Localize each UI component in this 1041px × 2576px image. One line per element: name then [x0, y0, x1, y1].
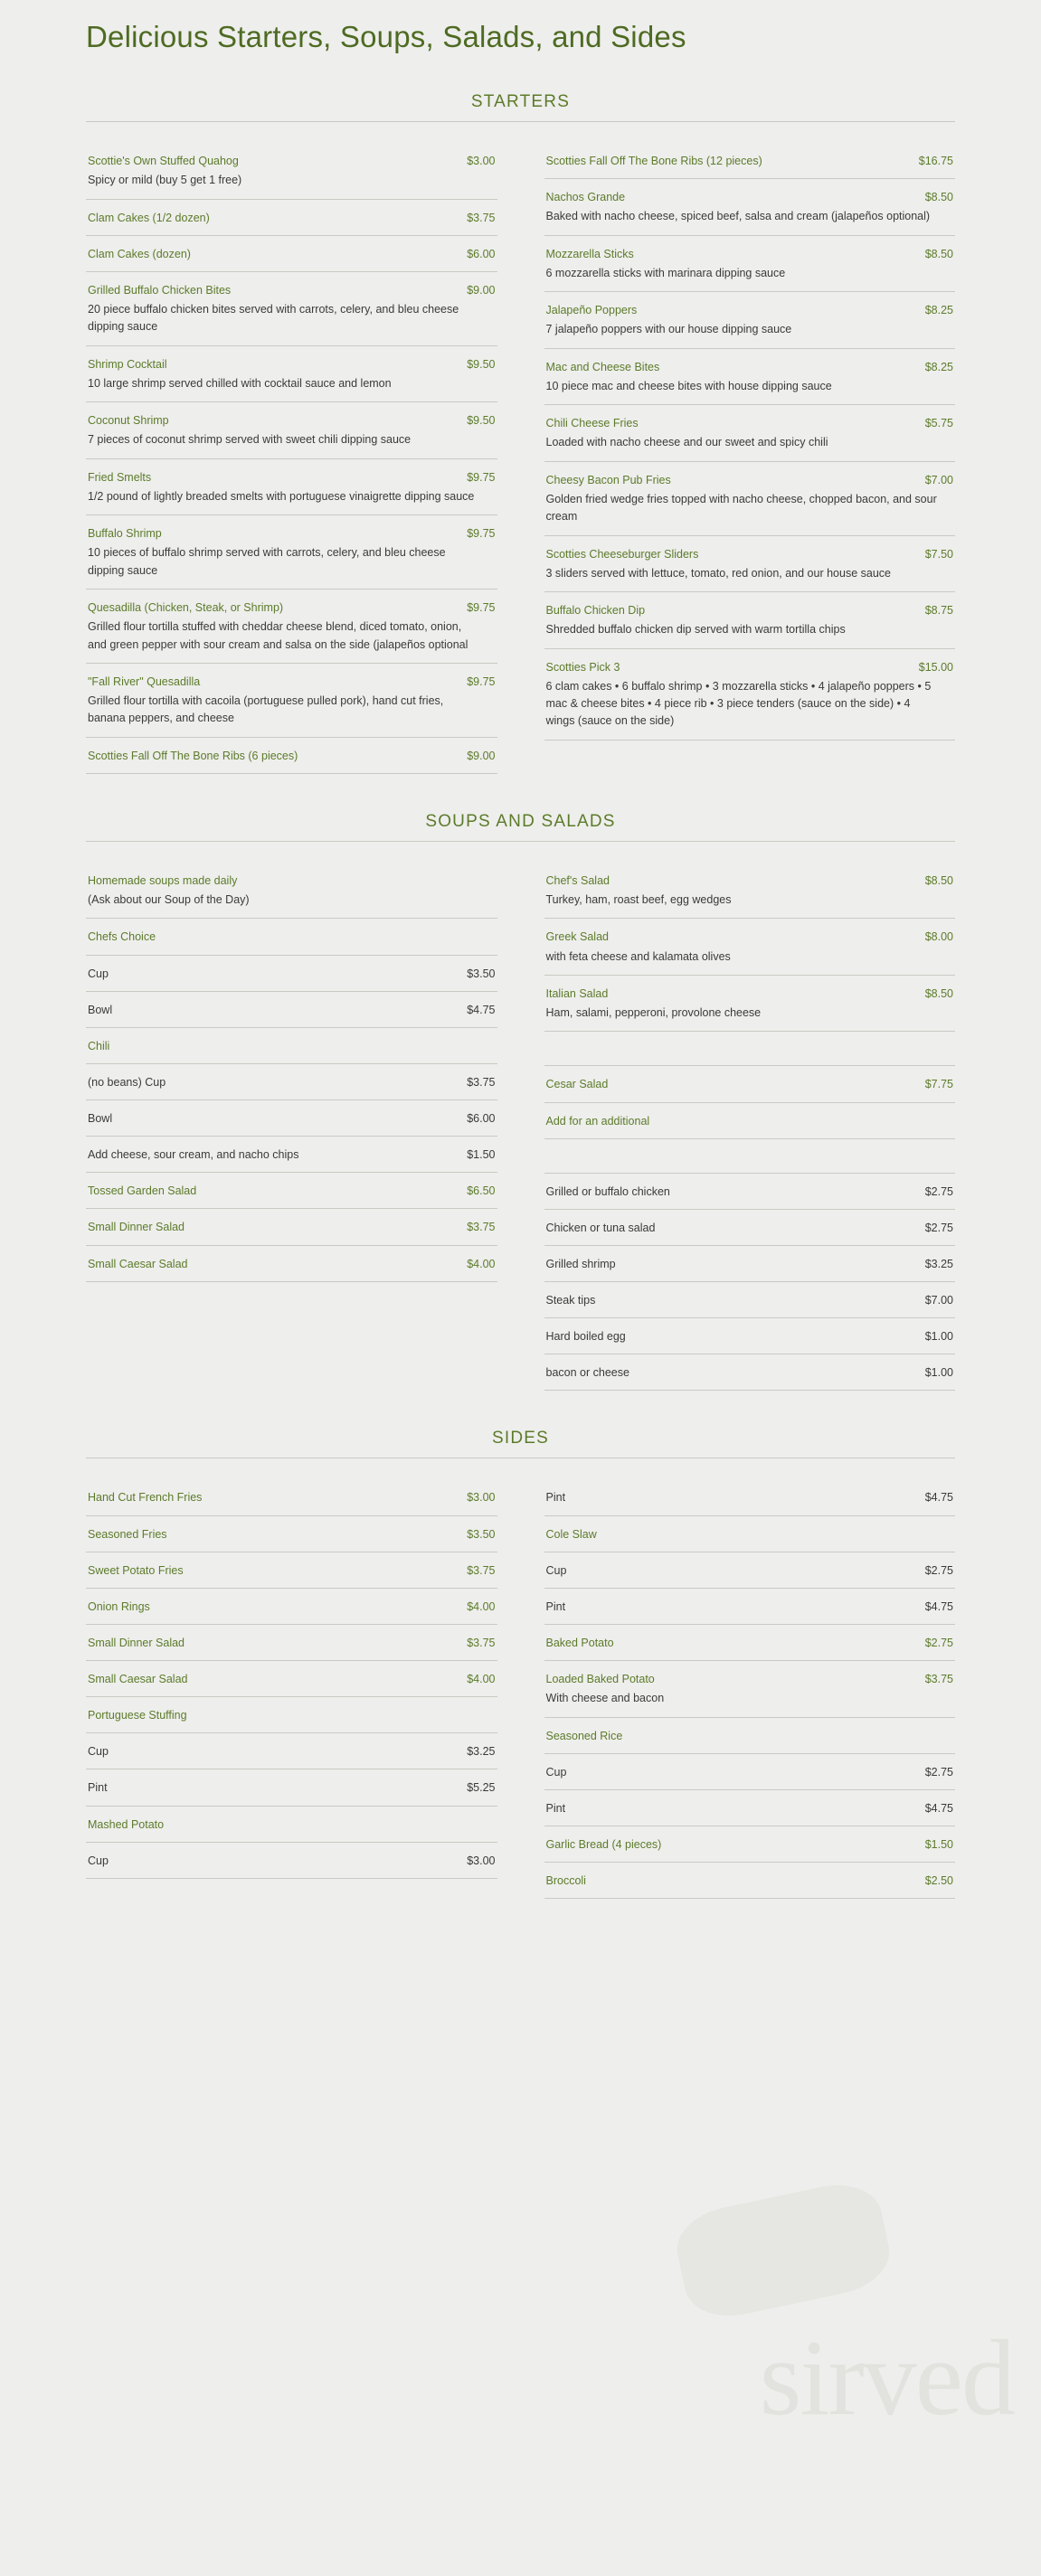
menu-item-name: Loaded Baked Potato: [545, 1673, 655, 1685]
menu-item-name: Cup: [545, 1563, 567, 1577]
menu-item-price: $3.75: [924, 1673, 953, 1685]
menu-item-row: [88, 1562, 496, 1579]
menu-item-name: Baked Potato: [545, 1636, 614, 1649]
menu-item-row: [88, 1038, 496, 1054]
menu-item: [544, 349, 956, 406]
menu-item-name: Mozzarella Sticks: [545, 247, 634, 260]
menu-item-row: [546, 1873, 954, 1889]
menu-item-name: Chili: [88, 1039, 110, 1052]
menu-item: [544, 1478, 956, 1515]
menu-item-name: Small Caesar Salad: [88, 1257, 188, 1270]
section-heading: STARTERS: [86, 92, 955, 122]
menu-item-row: [546, 659, 954, 675]
menu-item-description: Turkey, ham, roast beef, egg wedges: [545, 893, 732, 906]
menu-item-name: Small Dinner Salad: [88, 1221, 185, 1234]
menu-item: [86, 1589, 497, 1625]
menu-item-name: Clam Cakes (dozen): [88, 247, 191, 260]
menu-section: [0, 1429, 1041, 1899]
menu-item-price: $3.25: [467, 1745, 496, 1759]
menu-item-row: [88, 1707, 496, 1723]
menu-item-name: Scotties Pick 3: [545, 660, 620, 674]
menu-section: [0, 812, 1041, 1392]
menu-item: [86, 1552, 497, 1589]
menu-item: [86, 1246, 497, 1282]
menu-item-price: $1.50: [467, 1148, 496, 1162]
menu-item-description: 7 pieces of coconut shrimp served with sweet chili dipping sauce: [88, 433, 412, 447]
menu-item-row: [88, 1146, 496, 1163]
sirved-watermark: sirved: [759, 2317, 1014, 2438]
menu-item-row: [88, 210, 496, 226]
menu-item: [544, 1318, 956, 1354]
menu-item-price: $4.75: [924, 1599, 953, 1613]
menu-spacer: [544, 1032, 956, 1066]
menu-item-row: [88, 282, 496, 298]
menu-item-price: $7.00: [924, 473, 953, 486]
menu-item-name: Buffalo Chicken Dip: [545, 604, 646, 617]
menu-item-name: Quesadilla (Chicken, Steak, or Shrimp): [88, 601, 284, 614]
menu-item-row: [88, 599, 496, 616]
menu-item: [86, 1100, 497, 1137]
page-title: Delicious Starters, Soups, Salads, and Sides: [86, 20, 686, 53]
menu-item-name: Buffalo Shrimp: [88, 527, 162, 541]
menu-item-row: [88, 412, 496, 429]
menu-item-description: Loaded with nacho cheese and our sweet and spicy chili: [545, 436, 828, 449]
menu-item-description: 6 clam cakes • 6 buffalo shrimp • 3 mozzarella sticks • 4 jalapeño poppers • 5 mac & cheese bites • 4 piece rib • 3 piece tenders (sauce on the side) • 4 wings (sauce on the side): [545, 679, 932, 728]
menu-item-price: $7.75: [924, 1078, 953, 1091]
menu-item-row: [88, 674, 496, 690]
menu-item: [86, 1807, 497, 1843]
menu-item-price: $4.00: [467, 1599, 496, 1613]
menu-item-description: Grilled flour tortilla with cacoila (portuguese pulled pork), hand cut fries, banana peppers, and cheese: [88, 694, 444, 725]
menu-item-name: Cole Slaw: [545, 1527, 597, 1541]
menu-item-row: [88, 1002, 496, 1018]
menu-item-price: $4.75: [924, 1801, 953, 1815]
menu-item-name: Pint: [545, 1599, 566, 1613]
menu-item-price: $9.50: [467, 414, 496, 428]
menu-item: [544, 862, 956, 920]
menu-item: [544, 1661, 956, 1718]
menu-item-row: [546, 1076, 954, 1092]
menu-item-row: [546, 1635, 954, 1651]
menu-item: [86, 1697, 497, 1733]
menu-item-name: Scotties Cheeseburger Sliders: [545, 547, 699, 561]
menu-item-price: $7.50: [924, 547, 953, 561]
menu-item-row: [546, 1526, 954, 1543]
menu-item: [544, 1826, 956, 1863]
menu-item: [544, 142, 956, 179]
menu-item: [544, 179, 956, 236]
menu-item: [544, 1246, 956, 1282]
menu-item: [544, 236, 956, 293]
menu-item: [544, 976, 956, 1033]
menu-item-row: [88, 1743, 496, 1760]
menu-item-name: Italian Salad: [545, 986, 609, 1000]
menu-item-row: [546, 153, 954, 169]
menu-item-row: [546, 1292, 954, 1308]
menu-item-name: Bowl: [88, 1003, 113, 1016]
section-columns: [86, 142, 955, 774]
menu-item-price: $2.75: [924, 1221, 953, 1234]
menu-item-price: $3.75: [467, 1636, 496, 1649]
menu-item-name: Chili Cheese Fries: [545, 417, 639, 430]
menu-item-row: [546, 1489, 954, 1505]
menu-item-price: $8.50: [924, 986, 953, 1000]
menu-item-row: [88, 1256, 496, 1272]
menu-item: [86, 515, 497, 590]
menu-item-row: [546, 1328, 954, 1345]
menu-item-row: [88, 1635, 496, 1651]
menu-item-row: [88, 1219, 496, 1235]
menu-item: [544, 1589, 956, 1625]
menu-item: [86, 1733, 497, 1769]
menu-section: [0, 92, 1041, 774]
menu-item-row: [546, 873, 954, 889]
menu-item-price: $4.00: [467, 1673, 496, 1685]
menu-item-row: [88, 469, 496, 486]
menu-item: [544, 1066, 956, 1102]
menu-item-price: $8.50: [924, 873, 953, 887]
menu-item-price: $2.75: [924, 1563, 953, 1577]
menu-item-name: Garlic Bread (4 pieces): [545, 1837, 662, 1851]
menu-item-row: [546, 359, 954, 375]
menu-item: [86, 346, 497, 403]
menu-item-name: Add cheese, sour cream, and nacho chips: [88, 1148, 299, 1162]
menu-item: [86, 1028, 497, 1064]
menu-item-price: $9.50: [467, 357, 496, 371]
menu-item-price: $9.75: [467, 675, 496, 688]
menu-item-price: $3.75: [467, 1075, 496, 1089]
menu-item-row: [546, 1562, 954, 1579]
menu-item-row: [546, 1671, 954, 1687]
menu-item-name: Sweet Potato Fries: [88, 1563, 184, 1577]
menu-item: [86, 1478, 497, 1515]
menu-item-name: Pint: [545, 1491, 566, 1505]
menu-item-price: $3.75: [467, 1221, 496, 1234]
menu-item: [86, 1137, 497, 1173]
menu-item-row: [88, 1074, 496, 1090]
menu-item-name: Add for an additional: [545, 1114, 650, 1128]
menu-item: [86, 919, 497, 955]
menu-item-name: Shrimp Cocktail: [88, 357, 167, 371]
menu-sections: [0, 92, 1041, 1899]
menu-item-price: $8.75: [924, 604, 953, 617]
menu-item-row: [546, 302, 954, 318]
menu-item-name: Greek Salad: [545, 930, 609, 944]
menu-item-name: Scotties Fall Off The Bone Ribs (12 pieces): [545, 155, 762, 167]
menu-item-description: Spicy or mild (buy 5 get 1 free): [88, 174, 242, 187]
menu-item-name: Chef's Salad: [545, 873, 610, 887]
menu-item-description: Baked with nacho cheese, spiced beef, salsa and cream (jalapeños optional): [545, 210, 931, 223]
menu-item-name: Tossed Garden Salad: [88, 1184, 197, 1198]
menu-item-price: $4.75: [467, 1003, 496, 1016]
menu-item-price: $5.25: [467, 1781, 496, 1795]
menu-item-name: Bowl: [88, 1112, 113, 1125]
menu-item-name: Seasoned Rice: [545, 1729, 623, 1742]
menu-column-left: [86, 862, 497, 1392]
menu-item-row: [88, 1779, 496, 1796]
menu-item-name: (no beans) Cup: [88, 1075, 166, 1089]
menu-content: [0, 20, 1041, 1935]
menu-item-name: Seasoned Fries: [88, 1527, 167, 1541]
menu-column-right: [544, 862, 956, 1392]
menu-item-name: Mashed Potato: [88, 1817, 165, 1831]
menu-item-row: [88, 153, 496, 169]
menu-item-name: Chicken or tuna salad: [545, 1221, 656, 1234]
menu-item-row: [88, 1853, 496, 1869]
menu-item-row: [88, 748, 496, 764]
menu-item: [544, 1103, 956, 1139]
menu-item-name: Steak tips: [545, 1294, 596, 1307]
menu-item-row: [88, 929, 496, 945]
menu-item-price: $2.75: [924, 1636, 953, 1649]
menu-item-price: $4.00: [467, 1257, 496, 1270]
menu-item-price: $3.75: [467, 1563, 496, 1577]
menu-item: [86, 862, 497, 920]
menu-item: [86, 1173, 497, 1209]
menu-item-row: [546, 986, 954, 1002]
menu-item-name: Cup: [88, 967, 109, 980]
menu-item-row: [546, 1764, 954, 1780]
menu-item: [544, 1354, 956, 1391]
menu-item-name: Cesar Salad: [545, 1078, 609, 1091]
menu-item-row: [546, 1256, 954, 1272]
menu-item-name: Onion Rings: [88, 1599, 150, 1613]
menu-item: [86, 1209, 497, 1245]
menu-column-left: [86, 1478, 497, 1899]
menu-item-row: [88, 1599, 496, 1615]
menu-item: [544, 1210, 956, 1246]
menu-item-row: [546, 1220, 954, 1236]
section-columns: [86, 1478, 955, 1899]
menu-item-description: Shredded buffalo chicken dip served with warm tortilla chips: [545, 623, 846, 637]
watermark-shape: [670, 2175, 896, 2325]
menu-item-name: Mac and Cheese Bites: [545, 360, 660, 373]
menu-item: [86, 236, 497, 272]
menu-item-description: Ham, salami, pepperoni, provolone cheese: [545, 1006, 762, 1019]
menu-item-name: Pint: [88, 1781, 108, 1795]
menu-item-name: Jalapeño Poppers: [545, 304, 638, 317]
menu-item: [544, 536, 956, 593]
menu-item: [544, 292, 956, 349]
menu-item-row: [88, 966, 496, 982]
menu-item-price: $3.00: [467, 155, 496, 167]
menu-item-price: $6.00: [467, 247, 496, 260]
menu-item-description: 10 pieces of buffalo shrimp served with carrots, celery, and bleu cheese dipping sauce: [88, 546, 446, 577]
menu-item: [86, 200, 497, 236]
menu-item-price: $9.75: [467, 527, 496, 541]
menu-item-name: Cup: [88, 1745, 109, 1759]
menu-item-row: [546, 1364, 954, 1381]
menu-item-description: Grilled flour tortilla stuffed with cheddar cheese blend, diced tomato, onion, and green pepper with sour cream and salsa on the side (jalapeños optional: [88, 620, 468, 651]
menu-item-price: $9.00: [467, 283, 496, 297]
menu-item-description: 1/2 pound of lightly breaded smelts with portuguese vinaigrette dipping sauce: [88, 489, 475, 503]
menu-item-row: [88, 246, 496, 262]
menu-item: [86, 459, 497, 516]
menu-item-description: 3 sliders served with lettuce, tomato, red onion, and our house sauce: [545, 566, 891, 580]
menu-item-price: $2.75: [924, 1184, 953, 1198]
menu-item-row: [546, 602, 954, 618]
menu-item-price: $8.00: [924, 930, 953, 944]
menu-item: [86, 1661, 497, 1697]
menu-item-row: [88, 1816, 496, 1833]
menu-item-name: Grilled shrimp: [545, 1257, 616, 1270]
menu-item-name: Scottie's Own Stuffed Quahog: [88, 155, 239, 167]
menu-item-name: Hand Cut French Fries: [88, 1491, 203, 1505]
menu-item: [86, 992, 497, 1028]
menu-item-row: [546, 189, 954, 205]
menu-item-description: with feta cheese and kalamata olives: [545, 949, 731, 963]
menu-item: [86, 272, 497, 346]
menu-item: [86, 664, 497, 738]
menu-item-price: $3.50: [467, 967, 496, 980]
menu-item-name: Nachos Grande: [545, 191, 626, 204]
menu-item: [544, 649, 956, 741]
menu-item-price: $5.75: [924, 417, 953, 430]
menu-item-row: [546, 546, 954, 562]
menu-item-row: [88, 1489, 496, 1505]
menu-item-name: Small Caesar Salad: [88, 1673, 188, 1685]
menu-item-row: [88, 1671, 496, 1687]
menu-item-price: $3.50: [467, 1527, 496, 1541]
menu-item-name: Hard boiled egg: [545, 1330, 626, 1344]
menu-item: [86, 1064, 497, 1100]
menu-item-price: $9.75: [467, 601, 496, 614]
menu-item: [544, 1625, 956, 1661]
menu-item-description: 10 piece mac and cheese bites with house dipping sauce: [545, 379, 832, 392]
menu-item-row: [546, 1836, 954, 1853]
menu-item-row: [88, 1526, 496, 1543]
menu-column-left: [86, 142, 497, 774]
menu-item: [544, 1282, 956, 1318]
menu-item-description: Golden fried wedge fries topped with nacho cheese, chopped bacon, and sour cream: [545, 492, 937, 524]
menu-item: [86, 402, 497, 459]
menu-item-price: $8.50: [924, 191, 953, 204]
menu-column-right: [544, 1478, 956, 1899]
menu-item-row: [88, 873, 496, 889]
menu-item-name: Coconut Shrimp: [88, 414, 169, 428]
menu-item-price: $3.25: [924, 1257, 953, 1270]
menu-item-row: [546, 929, 954, 945]
menu-item-name: Cup: [545, 1765, 567, 1779]
menu-item: [544, 462, 956, 536]
menu-item-price: $8.50: [924, 247, 953, 260]
menu-column-right: [544, 142, 956, 774]
menu-item-row: [546, 415, 954, 431]
menu-item-price: $7.00: [924, 1294, 953, 1307]
menu-item-name: Homemade soups made daily: [88, 873, 238, 887]
menu-item-name: Fried Smelts: [88, 470, 152, 484]
menu-item-row: [88, 356, 496, 373]
menu-item-name: bacon or cheese: [545, 1366, 629, 1380]
menu-item-price: $1.50: [924, 1837, 953, 1851]
menu-item: [86, 1769, 497, 1806]
menu-item-description: 20 piece buffalo chicken bites served with carrots, celery, and bleu cheese dipping sauce: [88, 302, 459, 334]
menu-item-name: Clam Cakes (1/2 dozen): [88, 211, 210, 224]
menu-item-name: Small Dinner Salad: [88, 1636, 185, 1649]
menu-item-row: [546, 1599, 954, 1615]
menu-item: [86, 1516, 497, 1552]
menu-item-price: $9.75: [467, 470, 496, 484]
menu-item-name: Cheesy Bacon Pub Fries: [545, 473, 671, 486]
menu-item: [544, 919, 956, 976]
menu-item-price: $1.00: [924, 1330, 953, 1344]
menu-item: [544, 1516, 956, 1552]
menu-item-price: $15.00: [918, 660, 953, 674]
menu-item: [544, 1754, 956, 1790]
menu-item-description: With cheese and bacon: [545, 1692, 665, 1705]
menu-item-name: Scotties Fall Off The Bone Ribs (6 pieces): [88, 749, 298, 762]
menu-item-price: $9.00: [467, 749, 496, 762]
menu-item-price: $1.00: [924, 1366, 953, 1380]
menu-item-name: Pint: [545, 1801, 566, 1815]
menu-item-description: 6 mozzarella sticks with marinara dipping sauce: [545, 266, 786, 279]
menu-spacer: [544, 1139, 956, 1174]
menu-item-row: [546, 246, 954, 262]
menu-item-price: $8.25: [924, 360, 953, 373]
menu-item: [86, 590, 497, 664]
menu-item: [86, 738, 497, 774]
menu-item-name: Cup: [88, 1854, 109, 1867]
menu-item-name: Portuguese Stuffing: [88, 1709, 187, 1722]
menu-item: [544, 592, 956, 649]
menu-item-description: 7 jalapeño poppers with our house dipping sauce: [545, 323, 792, 336]
menu-item-description: 10 large shrimp served chilled with cocktail sauce and lemon: [88, 376, 392, 390]
menu-item-description: (Ask about our Soup of the Day): [88, 893, 250, 906]
menu-item-price: $8.25: [924, 304, 953, 317]
menu-item-row: [546, 1113, 954, 1129]
menu-item: [544, 1790, 956, 1826]
menu-item: [86, 956, 497, 992]
menu-item-row: [546, 1184, 954, 1200]
menu-item-name: Chefs Choice: [88, 930, 156, 944]
menu-item: [544, 1174, 956, 1210]
menu-item-price: $2.50: [924, 1874, 953, 1887]
menu-item-row: [88, 525, 496, 542]
menu-item-name: Grilled or buffalo chicken: [545, 1184, 670, 1198]
section-heading: SOUPS AND SALADS: [86, 812, 955, 842]
menu-item-name: "Fall River" Quesadilla: [88, 675, 201, 688]
section-columns: [86, 862, 955, 1392]
menu-item-row: [88, 1110, 496, 1127]
menu-item-price: $2.75: [924, 1765, 953, 1779]
menu-item: [86, 1625, 497, 1661]
menu-item-price: $6.00: [467, 1112, 496, 1125]
menu-item: [86, 142, 497, 200]
menu-item: [544, 405, 956, 462]
menu-item-price: $3.00: [467, 1491, 496, 1505]
menu-item: [544, 1863, 956, 1899]
menu-item-price: $3.75: [467, 211, 496, 224]
menu-item-price: $4.75: [924, 1491, 953, 1505]
menu-item-row: [546, 1728, 954, 1744]
menu-item: [544, 1718, 956, 1754]
menu-item: [544, 1552, 956, 1589]
menu-item-row: [546, 1800, 954, 1816]
menu-item-price: $16.75: [918, 155, 953, 167]
section-heading: SIDES: [86, 1429, 955, 1458]
menu-item-row: [88, 1183, 496, 1199]
menu-item: [86, 1843, 497, 1879]
menu-item-name: Broccoli: [545, 1874, 586, 1887]
menu-item-row: [546, 472, 954, 488]
menu-item-name: Grilled Buffalo Chicken Bites: [88, 283, 232, 297]
menu-item-price: $6.50: [467, 1184, 496, 1198]
menu-item-price: $3.00: [467, 1854, 496, 1867]
